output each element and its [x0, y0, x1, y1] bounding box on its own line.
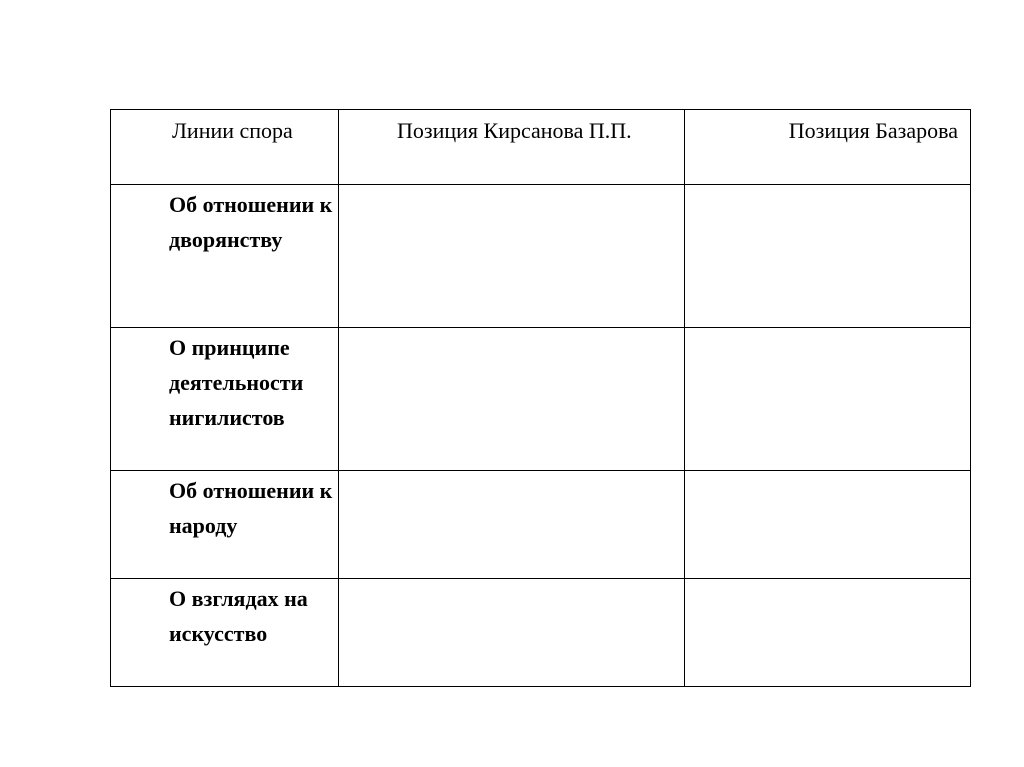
table-row	[111, 185, 971, 328]
row-label: О взглядах на искусство	[111, 579, 339, 687]
kirsanov-cell[interactable]	[339, 328, 685, 471]
bazarov-cell[interactable]	[685, 471, 971, 579]
row-label: Об отношении к дворянству	[111, 185, 339, 328]
kirsanov-cell[interactable]	[339, 471, 685, 579]
bazarov-cell[interactable]	[685, 185, 971, 328]
table-header-row	[111, 110, 971, 185]
row-label: О принципе деятельности нигилистов	[111, 328, 339, 471]
table-row	[111, 328, 971, 471]
debate-table	[110, 109, 971, 687]
bazarov-cell[interactable]	[685, 579, 971, 687]
kirsanov-cell[interactable]	[339, 579, 685, 687]
header-bazarov-position: Позиция Базарова	[685, 110, 971, 185]
bazarov-cell[interactable]	[685, 328, 971, 471]
table-row	[111, 579, 971, 687]
row-label: Об отношении к народу	[111, 471, 339, 579]
header-lines-of-dispute: Линии спора	[111, 110, 339, 185]
kirsanov-cell[interactable]	[339, 185, 685, 328]
table-row	[111, 471, 971, 579]
header-kirsanov-position: Позиция Кирсанова П.П.	[339, 110, 685, 185]
